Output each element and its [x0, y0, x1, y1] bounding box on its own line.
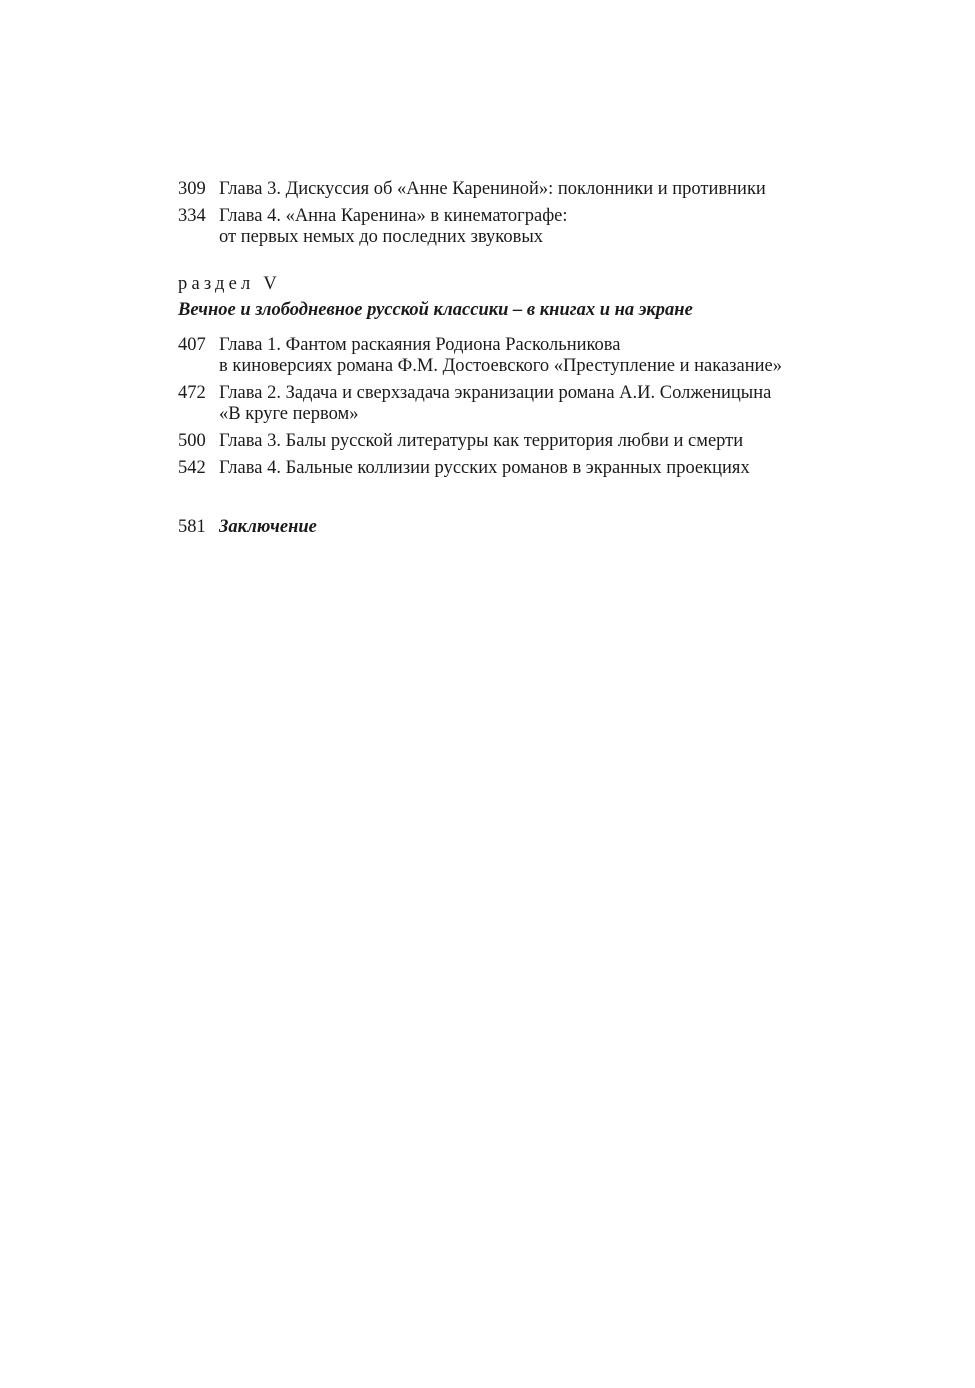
toc-entry-line: «В круге первом»: [219, 404, 359, 424]
toc-page-number: 309: [178, 179, 206, 199]
toc-entry-title: [219, 431, 838, 452]
toc-entry-line: Глава 4. Бальные коллизии русских романов в экранных проекциях: [219, 458, 750, 478]
toc-page-number: 334: [178, 206, 206, 226]
toc-entry[interactable]: [178, 383, 838, 425]
toc-page-number: 581: [178, 517, 206, 537]
toc-entry-conclusion[interactable]: [178, 517, 838, 538]
section-label: раздел V: [178, 274, 281, 294]
toc-entry[interactable]: [178, 458, 838, 479]
toc-entry-line: Глава 3. Балы русской литературы как территория любви и смерти: [219, 431, 744, 451]
conclusion-title: Заключение: [219, 517, 317, 537]
toc-entry-title: [219, 206, 838, 248]
toc-entry-title: [219, 179, 838, 200]
toc-entry-line: Глава 2. Задача и сверхзадача экранизации романа А.И. Солженицына: [219, 383, 772, 403]
toc-page-number: 542: [178, 458, 206, 478]
toc-entry-line: в киноверсиях романа Ф.М. Достоевского «Преступление и наказание»: [219, 356, 782, 376]
section-title: Вечное и злободневное русской классики – в книгах и на экране: [178, 300, 693, 320]
toc-entry[interactable]: [178, 206, 838, 248]
toc-entry[interactable]: [178, 431, 838, 452]
toc-page-number: 407: [178, 335, 206, 355]
toc-entry-line: Глава 3. Дискуссия об «Анне Карениной»: поклонники и противники: [219, 179, 766, 199]
table-of-contents: [178, 179, 838, 538]
toc-entry-line: от первых немых до последних звуковых: [219, 227, 544, 247]
toc-entry-title: [219, 335, 838, 377]
toc-entry-title: [219, 458, 838, 479]
toc-page-number: 500: [178, 431, 206, 451]
toc-entry-line: Глава 1. Фантом раскаяния Родиона Раскольникова: [219, 335, 621, 355]
toc-entry-line: Глава 4. «Анна Каренина» в кинематографе:: [219, 206, 568, 226]
toc-entry-title: [219, 383, 838, 425]
toc-page-number: 472: [178, 383, 206, 403]
toc-entry[interactable]: [178, 179, 838, 200]
toc-entry[interactable]: [178, 335, 838, 377]
